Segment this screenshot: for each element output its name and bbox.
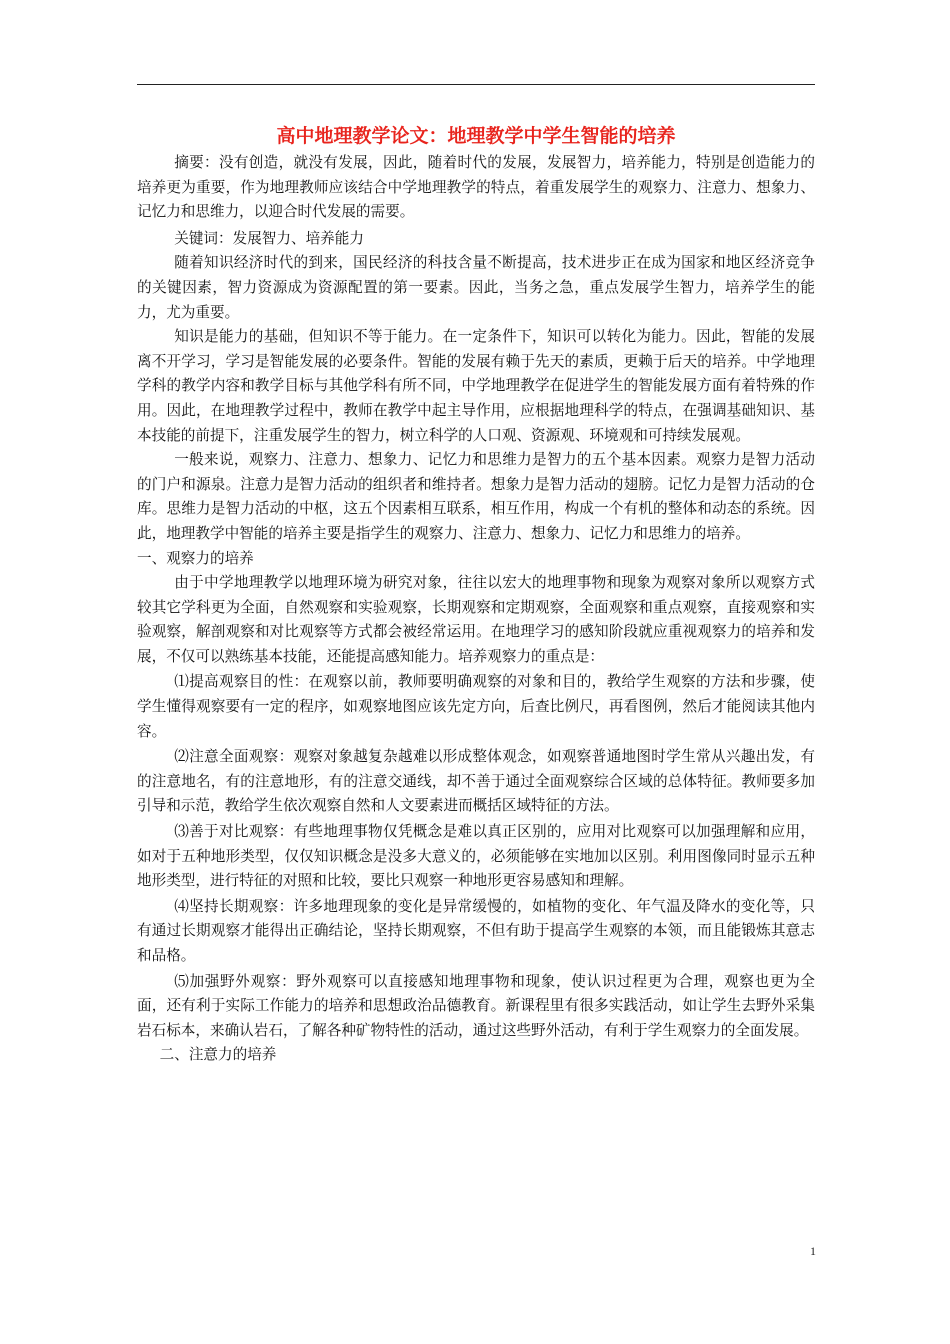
intro-paragraph: 随着知识经济时代的到来，国民经济的科技含量不断提高，技术进步正在成为国家和地区经济竞争的关键因素，智力资源成为资源配置的第一要素。因此，当务之急，重点发展学生智力，培养学生的能力，尤为重要。	[137, 254, 815, 321]
intro-paragraph: 知识是能力的基础，但知识不等于能力。在一定条件下，知识可以转化为能力。因此，智能的发展离不开学习，学习是智能发展的必要条件。智能的发展有赖于先天的素质，更赖于后天的培养。中学地理学科的教学内容和教学目标与其他学科有所不同，中学地理教学在促进学生的智能发展方面有着特殊的作用。因此，在地理教学过程中，教师在教学中起主导作用，应根据地理科学的特点，在强调基础知识、基本技能的前提下，注重发展学生的智力，树立科学的人口观、资源观、环境观和可持续发展观。	[137, 328, 815, 444]
section-heading-observation: 一、观察力的培养	[137, 549, 254, 567]
page-number: 1	[810, 1244, 816, 1258]
keywords-line: 关键词：发展智力、培养能力	[174, 229, 364, 247]
abstract-paragraph: 摘要：没有创造，就没有发展，因此，随着时代的发展，发展智力，培养能力，特别是创造能力的培养更为重要，作为地理教师应该结合中学地理教学的特点，着重发展学生的观察力、注意力、想象力、记忆力和思维力，以迎合时代发展的需要。	[137, 154, 815, 221]
list-item: ⑵注意全面观察：观察对象越复杂越难以形成整体观念，如观察普通地图时学生常从兴趣出发，有的注意地名，有的注意地形，有的注意交通线，却不善于通过全面观察综合区域的总体特征。教师要多加引导和示范，教给学生依次观察自然和人文要素进而概括区域特征的方法。	[137, 748, 815, 815]
header-rule	[137, 84, 815, 85]
document-title: 高中地理教学论文：地理教学中学生智能的培养	[276, 125, 676, 147]
section-heading-attention: 二、注意力的培养	[159, 1046, 277, 1064]
list-item: ⑴提高观察目的性：在观察以前，教师要明确观察的对象和目的，教给学生观察的方法和步骤，使学生懂得观察要有一定的程序，如观察地图应该先定方向，后查比例尺，再看图例，然后才能阅读其他内容。	[137, 673, 815, 740]
document-body	[137, 121, 815, 1068]
list-item: ⑶善于对比观察：有些地理事物仅凭概念是难以真正区别的，应用对比观察可以加强理解和应用，如对于五种地形类型，仅仅知识概念是没多大意义的，必须能够在实地加以区别。利用图像同时显示五种地形类型，进行特征的对照和比较，要比只观察一种地形更容易感知和理解。	[137, 823, 815, 890]
section-intro-paragraph: 由于中学地理教学以地理环境为研究对象，往往以宏大的地理事物和现象为观察对象所以观察方式较其它学科更为全面，自然观察和实验观察，长期观察和定期观察，全面观察和重点观察，直接观察和实验观察，解剖观察和对比观察等方式都会被经常运用。在地理学习的感知阶段就应重视观察力的培养和发展，不仅可以熟练基本技能，还能提高感知能力。培养观察力的重点是：	[137, 574, 815, 665]
list-item: ⑷坚持长期观察：许多地理现象的变化是异常缓慢的，如植物的变化、年气温及降水的变化等，只有通过长期观察才能得出正确结论，坚持长期观察，不但有助于提高学生观察的本领，而且能锻炼其意志和品格。	[137, 897, 815, 964]
intro-paragraph: 一般来说，观察力、注意力、想象力、记忆力和思维力是智力的五个基本因素。观察力是智力活动的门户和源泉。注意力是智力活动的组织者和维持者。想象力是智力活动的翅膀。记忆力是智力活动的仓库。思维力是智力活动的中枢，这五个因素相互联系，相互作用，构成一个有机的整体和动态的系统。因此，地理教学中智能的培养主要是指学生的观察力、注意力、想象力、记忆力和思维力的培养。	[137, 451, 815, 542]
list-item: ⑸加强野外观察：野外观察可以直接感知地理事物和现象，使认识过程更为合理，观察也更为全面，还有利于实际工作能力的培养和思想政治品德教育。新课程里有很多实践活动，如让学生去野外采集岩石标本，来确认岩石，了解各种矿物特性的活动，通过这些野外活动，有利于学生观察力的全面发展。	[137, 972, 815, 1039]
